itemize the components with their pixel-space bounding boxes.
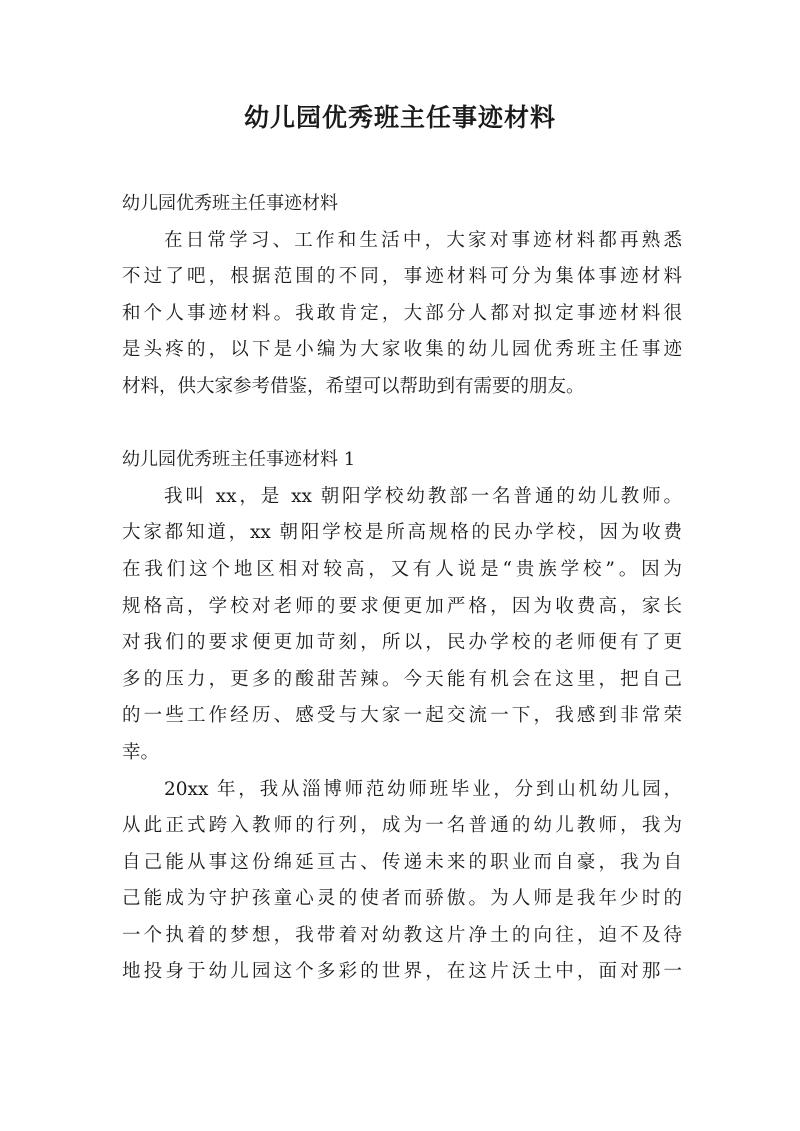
intro-line: 不过了吧，根据范围的不同，事迹材料可分为集体事迹材料 [122,266,682,288]
section1-paragraph1-line: 我叫 xx，是 xx 朝阳学校幼教部一名普通的幼儿教师。 [164,485,682,507]
section1-paragraph1-line: 在我们这个地区相对较高，又有人说是“贵族学校”。因为 [122,558,682,580]
document-body [122,186,682,991]
intro-line: 是头疼的，以下是小编为大家收集的幼儿园优秀班主任事迹 [122,339,682,361]
intro-line: 和个人事迹材料。我敢肯定，大部分人都对拟定事迹材料很 [122,302,682,324]
paragraph-gap [122,406,682,443]
intro-line: 在日常学习、工作和生活中，大家对事迹材料都再熟悉 [164,229,682,251]
intro-line: 材料，供大家参考借鉴，希望可以帮助到有需要的朋友。 [122,375,585,397]
section1-paragraph2-line: 己能成为守护孩童心灵的使者而骄傲。为人师是我年少时的 [122,888,682,910]
section1-paragraph1-line: 多的压力，更多的酸甜苦辣。今天能有机会在这里，把自己 [122,668,682,690]
intro-heading: 幼儿园优秀班主任事迹材料 [122,193,338,214]
section1-heading: 幼儿园优秀班主任事迹材料 1 [122,449,356,471]
document-title: 幼儿园优秀班主任事迹材料 [243,103,556,132]
section1-paragraph1-line: 对我们的要求便更加苛刻，所以，民办学校的老师便有了更 [122,632,682,654]
section1-paragraph1-line: 规格高，学校对老师的要求便更加严格，因为收费高，家长 [122,595,682,617]
section1-paragraph1-line: 的一些工作经历、感受与大家一起交流一下，我感到非常荣 [122,705,682,727]
section1-paragraph2-line: 地投身于幼儿园这个多彩的世界，在这片沃土中，面对那一 [122,961,682,983]
section1-paragraph2-line: 从此正式跨入教师的行列，成为一名普通的幼儿教师，我为 [122,815,682,837]
section1-paragraph2-line: 一个执着的梦想，我带着对幼教这片净土的向往，迫不及待 [122,924,682,946]
section1-paragraph1-line: 大家都知道，xx 朝阳学校是所高规格的民办学校，因为收费 [122,522,682,544]
section1-paragraph1-line: 幸。 [122,741,160,763]
section1-paragraph2-line: 20xx 年，我从淄博师范幼师班毕业，分到山机幼儿园， [164,778,682,800]
section1-paragraph2-line: 自己能从事这份绵延亘古、传递未来的职业而自豪，我为自 [122,851,682,873]
